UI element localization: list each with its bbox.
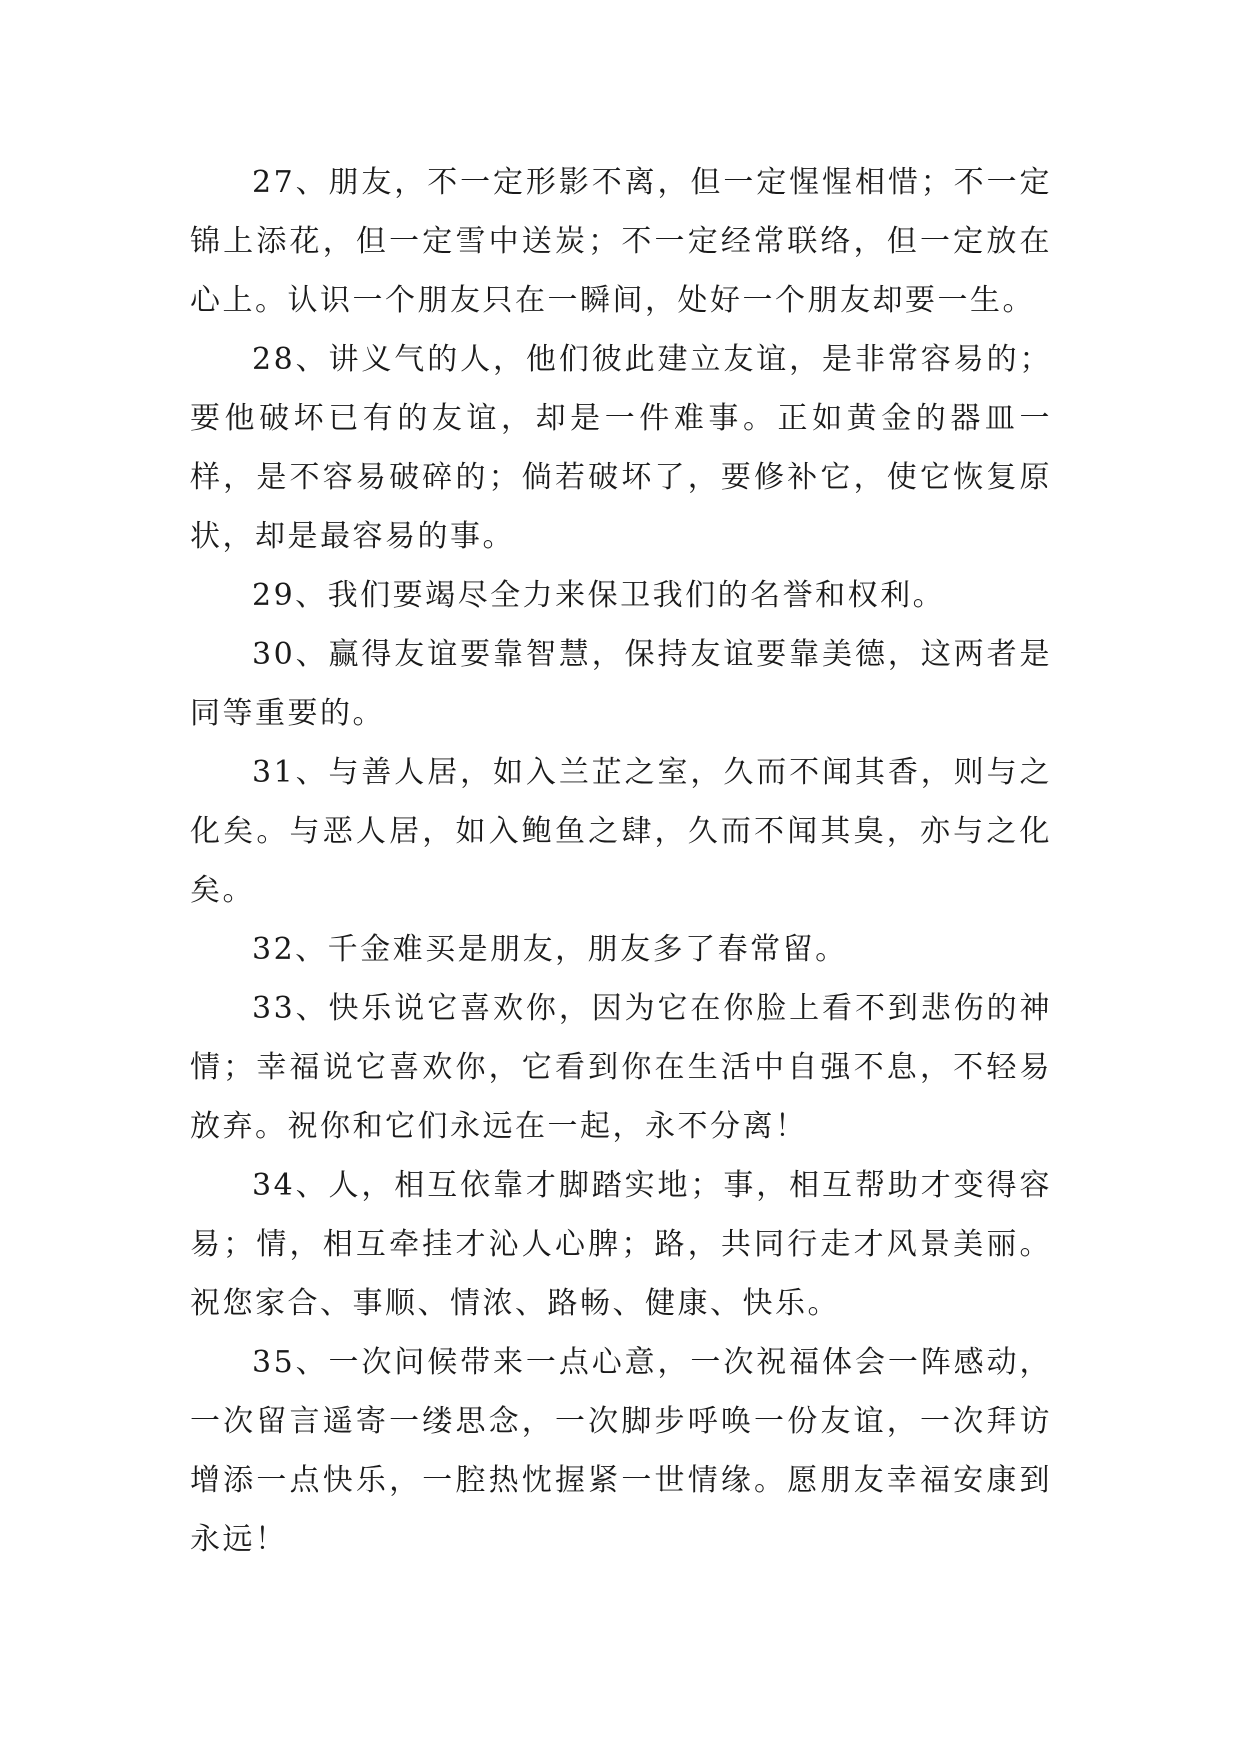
paragraph-29: 29、我们要竭尽全力来保卫我们的名誉和权利。 <box>252 578 946 613</box>
paragraph-35: 35、一次问候带来一点心意，一次祝福体会一阵感动，一次留言遥寄一缕思念，一次脚步呼唤一份友谊，一次拜访增添一点快乐，一腔热忱握紧一世情缘。愿朋友幸福安康到永远！ <box>190 1345 1052 1557</box>
paragraph-33: 33、快乐说它喜欢你，因为它在你脸上看不到悲伤的神情；幸福说它喜欢你，它看到你在生活中自强不息，不轻易放弃。祝你和它们永远在一起，永不分离！ <box>190 991 1052 1144</box>
paragraph-27: 27、朋友，不一定形影不离，但一定惺惺相惜；不一定锦上添花，但一定雪中送炭；不一定经常联络，但一定放在心上。认识一个朋友只在一瞬间，处好一个朋友却要一生。 <box>190 165 1052 318</box>
paragraph-34: 34、人，相互依靠才脚踏实地；事，相互帮助才变得容易；情，相互牵挂才沁人心脾；路，共同行走才风景美丽。祝您家合、事顺、情浓、路畅、健康、快乐。 <box>190 1168 1052 1321</box>
paragraph-30: 30、赢得友谊要靠智慧，保持友谊要靠美德，这两者是同等重要的。 <box>190 637 1052 731</box>
paragraph-28: 28、讲义气的人，他们彼此建立友谊，是非常容易的；要他破坏已有的友谊，却是一件难事。正如黄金的器皿一样，是不容易破碎的；倘若破坏了，要修补它，使它恢复原状，却是最容易的事。 <box>190 342 1052 554</box>
paragraph-31: 31、与善人居，如入兰芷之室，久而不闻其香，则与之化矣。与恶人居，如入鲍鱼之肆，久而不闻其臭，亦与之化矣。 <box>190 755 1052 908</box>
paragraph-32: 32、千金难买是朋友，朋友多了春常留。 <box>252 932 848 967</box>
document-body <box>190 153 1052 1569</box>
